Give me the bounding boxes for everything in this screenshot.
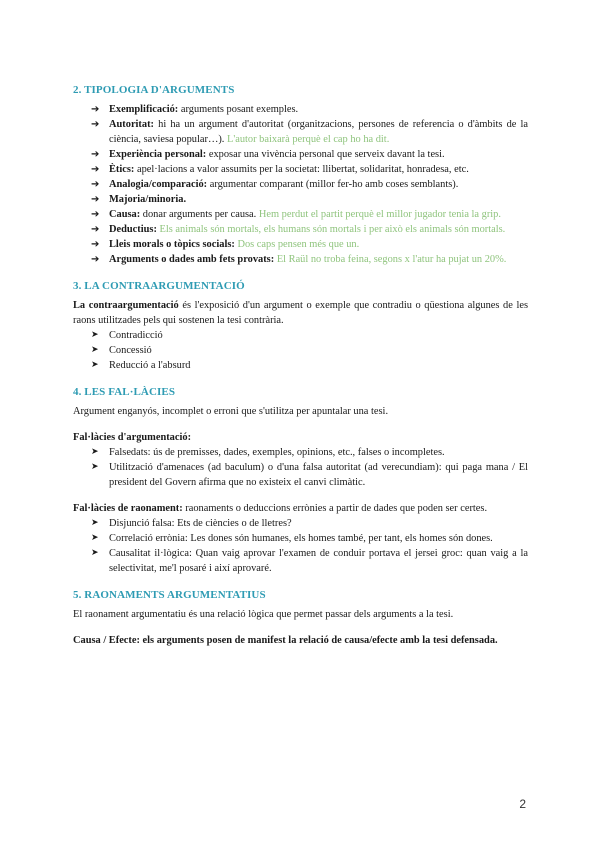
subsection-title: Fal·làcies d'argumentació: (73, 432, 192, 443)
subsection-intro: Fal·làcies de raonament: raonaments o deduccions errònies a partir de dades que poden ser certes. (73, 503, 488, 514)
list-item: ➔ Autoritat: hi ha un argument d'autoritat (organitzacions, persones de referencia o d'àmbits de la ciència, saviesa popular…). L'autor baixarà perquè el cap ho ha dit. (73, 117, 528, 147)
section-reasoning (73, 588, 528, 648)
document-page (73, 83, 528, 660)
argumentation-fallacies-list (73, 445, 528, 490)
list-item: ➤ Falsedats: ús de premisses, dades, exemples, opinions, etc., falses o incompletes. (73, 445, 528, 460)
list-item: ➤ Utilització d'amenaces (ad baculum) o d'una falsa autoritat (ad verecundiam): qui paga mana / El president del Govern afirma que no existeix el canvi climàtic. (73, 460, 528, 490)
list-item: ➤ Disjunció falsa: Ets de ciències o de lletres? (73, 516, 528, 531)
section-counterargument (73, 279, 528, 373)
cause-effect-paragraph: Causa / Efecte: els arguments posen de manifest la relació de causa/efecte amb la tesi defensada. (73, 635, 498, 646)
list-item: ➤ Reducció a l'absurd (73, 358, 528, 373)
section-argument-types (73, 83, 528, 267)
reasoning-fallacies-list (73, 516, 528, 576)
section-title: 4. LES FAL·LÀCIES (73, 386, 176, 398)
section-fallacies (73, 385, 528, 576)
list-item: ➤ Correlació errònia: Les dones són humanes, els homes també, per tant, els homes són dones. (73, 531, 528, 546)
section-intro: El raonament argumentatiu és una relació lògica que permet passar dels arguments a la tesi. (73, 609, 454, 620)
list-item: ➔ Ètics: apel·lacions a valor assumits per la societat: llibertat, solidaritat, honradesa, etc. (73, 162, 528, 177)
list-item: ➤ Concessió (73, 343, 528, 358)
list-item: ➔ Exemplificació: arguments posant exemples. (73, 102, 528, 117)
section-intro: Argument enganyós, incomplet o erroni que s'utilitza per apuntalar una tesi. (73, 406, 389, 417)
section-title: 2. TIPOLOGIA D'ARGUMENTS (73, 84, 235, 96)
list-item: ➤ Causalitat il·lògica: Quan vaig aprovar l'examen de conduir portava el jersei groc: quan vaig a la selectivitat, me'l posaré i així aprovaré. (73, 546, 528, 576)
list-item: ➔ Majoria/minoria. (73, 192, 528, 207)
argument-types-list (73, 102, 528, 267)
section-title: 5. RAONAMENTS ARGUMENTATIUS (73, 589, 266, 601)
list-item: ➔ Lleis morals o tòpics socials: Dos caps pensen més que un. (73, 237, 528, 252)
counterargument-list (73, 328, 528, 373)
list-item: ➔ Arguments o dades amb fets provats: El Raül no troba feina, segons x l'atur ha pujat un 20%. (73, 252, 528, 267)
list-item: ➔ Deductius: Els animals són mortals, els humans són mortals i per això els animals són mortals. (73, 222, 528, 237)
section-title: 3. LA CONTRAARGUMENTACIÓ (73, 280, 245, 292)
page-number: 2 (519, 797, 526, 811)
section-intro: La contraargumentació és l'exposició d'un argument o exemple que contradiu o qüestiona algunes de les raons utilitzades pels qui sostenen la tesi contrària. (73, 300, 528, 326)
list-item: ➔ Analogia/comparació: argumentar comparant (millor fer-ho amb coses semblants). (73, 177, 528, 192)
list-item: ➤ Contradicció (73, 328, 528, 343)
list-item: ➔ Causa: donar arguments per causa. Hem perdut el partit perquè el millor jugador tenia la grip. (73, 207, 528, 222)
list-item: ➔ Experiència personal: exposar una vivència personal que serveix davant la tesi. (73, 147, 528, 162)
